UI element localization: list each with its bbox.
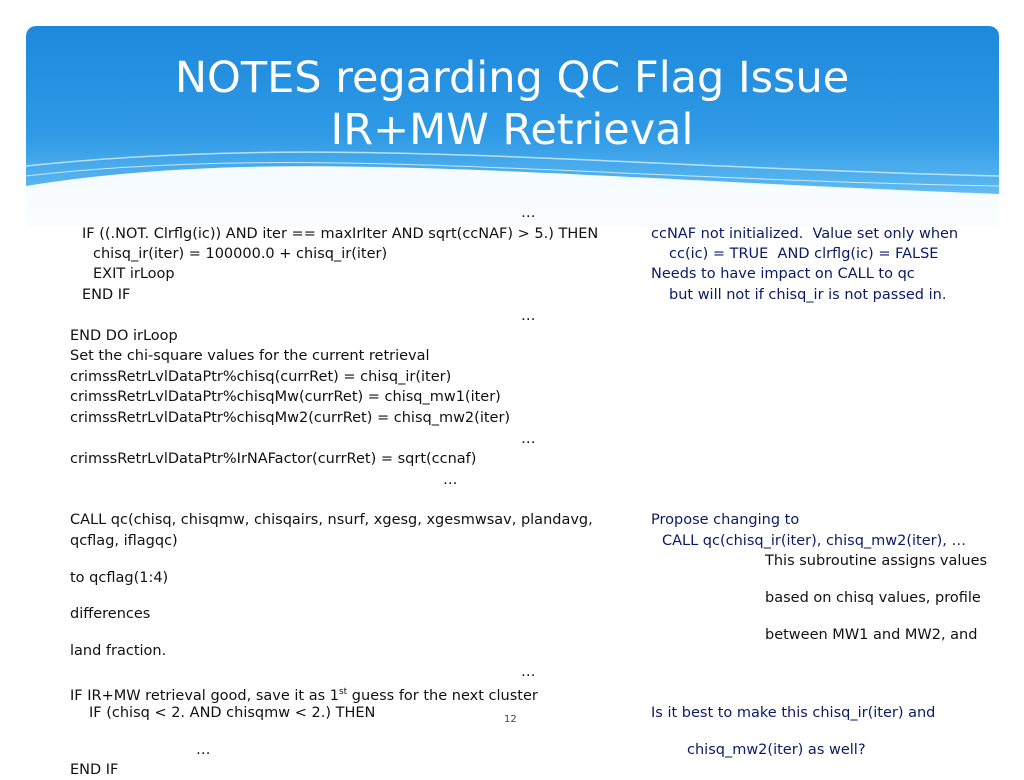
code-line: crimssRetrLvlDataPtr%IrNAFactor(currRet) = sqrt(ccnaf) (70, 451, 477, 467)
ellipsis: … (521, 308, 536, 324)
comment-text: IF IR+MW retrieval good, save it as 1 (70, 687, 339, 704)
note-text: differences (70, 606, 151, 622)
code-line: crimssRetrLvlDataPtr%chisqMw2(currRet) = chisq_mw2(iter) (70, 410, 511, 426)
code-line: END DO irLoop (70, 328, 178, 344)
ellipsis: … (521, 431, 536, 447)
code-line: IF (chisq < 2. AND chisqmw < 2.) THEN (89, 705, 376, 721)
page-number: 12 (504, 714, 517, 725)
annotation: CALL qc(chisq_ir(iter), chisq_mw2(iter), … (662, 533, 966, 549)
code-line: chisq_ir(iter) = 100000.0 + chisq_ir(iter) (93, 246, 388, 262)
ordinal-superscript: st (338, 687, 348, 697)
note-text: This subroutine assigns values (765, 553, 988, 569)
ellipsis: … (521, 205, 536, 221)
title-line-1: NOTES regarding QC Flag Issue (174, 53, 850, 103)
annotation: Propose changing to (651, 512, 800, 528)
code-line: Set the chi-square values for the current retrieval (70, 348, 430, 364)
code-line: crimssRetrLvlDataPtr%chisqMw(currRet) = chisq_mw1(iter) (70, 389, 501, 405)
annotation: Is it best to make this chisq_ir(iter) and (651, 705, 936, 721)
annotation: chisq_mw2(iter) as well? (687, 742, 866, 758)
code-line: crimssRetrLvlDataPtr%chisq(currRet) = chisq_ir(iter) (70, 369, 452, 385)
annotation: Needs to have impact on CALL to qc (651, 266, 915, 282)
annotation: ccNAF not initialized. Value set only when (651, 226, 959, 242)
title-line-2: IR+MW Retrieval (330, 105, 694, 155)
note-text: to qcflag(1:4) (70, 570, 169, 586)
code-line: CALL qc(chisq, chisqmw, chisqairs, nsurf, xgesg, xgesmwsav, plandavg, (70, 512, 593, 528)
ellipsis: … (196, 742, 211, 758)
code-line: IF ((.NOT. Clrflg(ic)) AND iter == maxIrIter AND sqrt(ccNAF) > 5.) THEN (82, 226, 599, 242)
note-text: between MW1 and MW2, and (765, 627, 978, 643)
ellipsis: … (443, 472, 458, 488)
code-line: qcflag, iflagqc) (70, 533, 178, 549)
note-text: land fraction. (70, 643, 167, 659)
annotation: but will not if chisq_ir is not passed in. (669, 287, 947, 303)
comment-text: guess for the next cluster (347, 687, 538, 704)
annotation: cc(ic) = TRUE AND clrflg(ic) = FALSE (669, 246, 939, 262)
code-line: END IF (82, 287, 131, 303)
code-line: EXIT irLoop (93, 266, 175, 282)
slide-title (0, 52, 1024, 156)
code-line: END IF (70, 762, 119, 778)
note-text: based on chisq values, profile (765, 590, 981, 606)
ellipsis: … (521, 664, 536, 680)
